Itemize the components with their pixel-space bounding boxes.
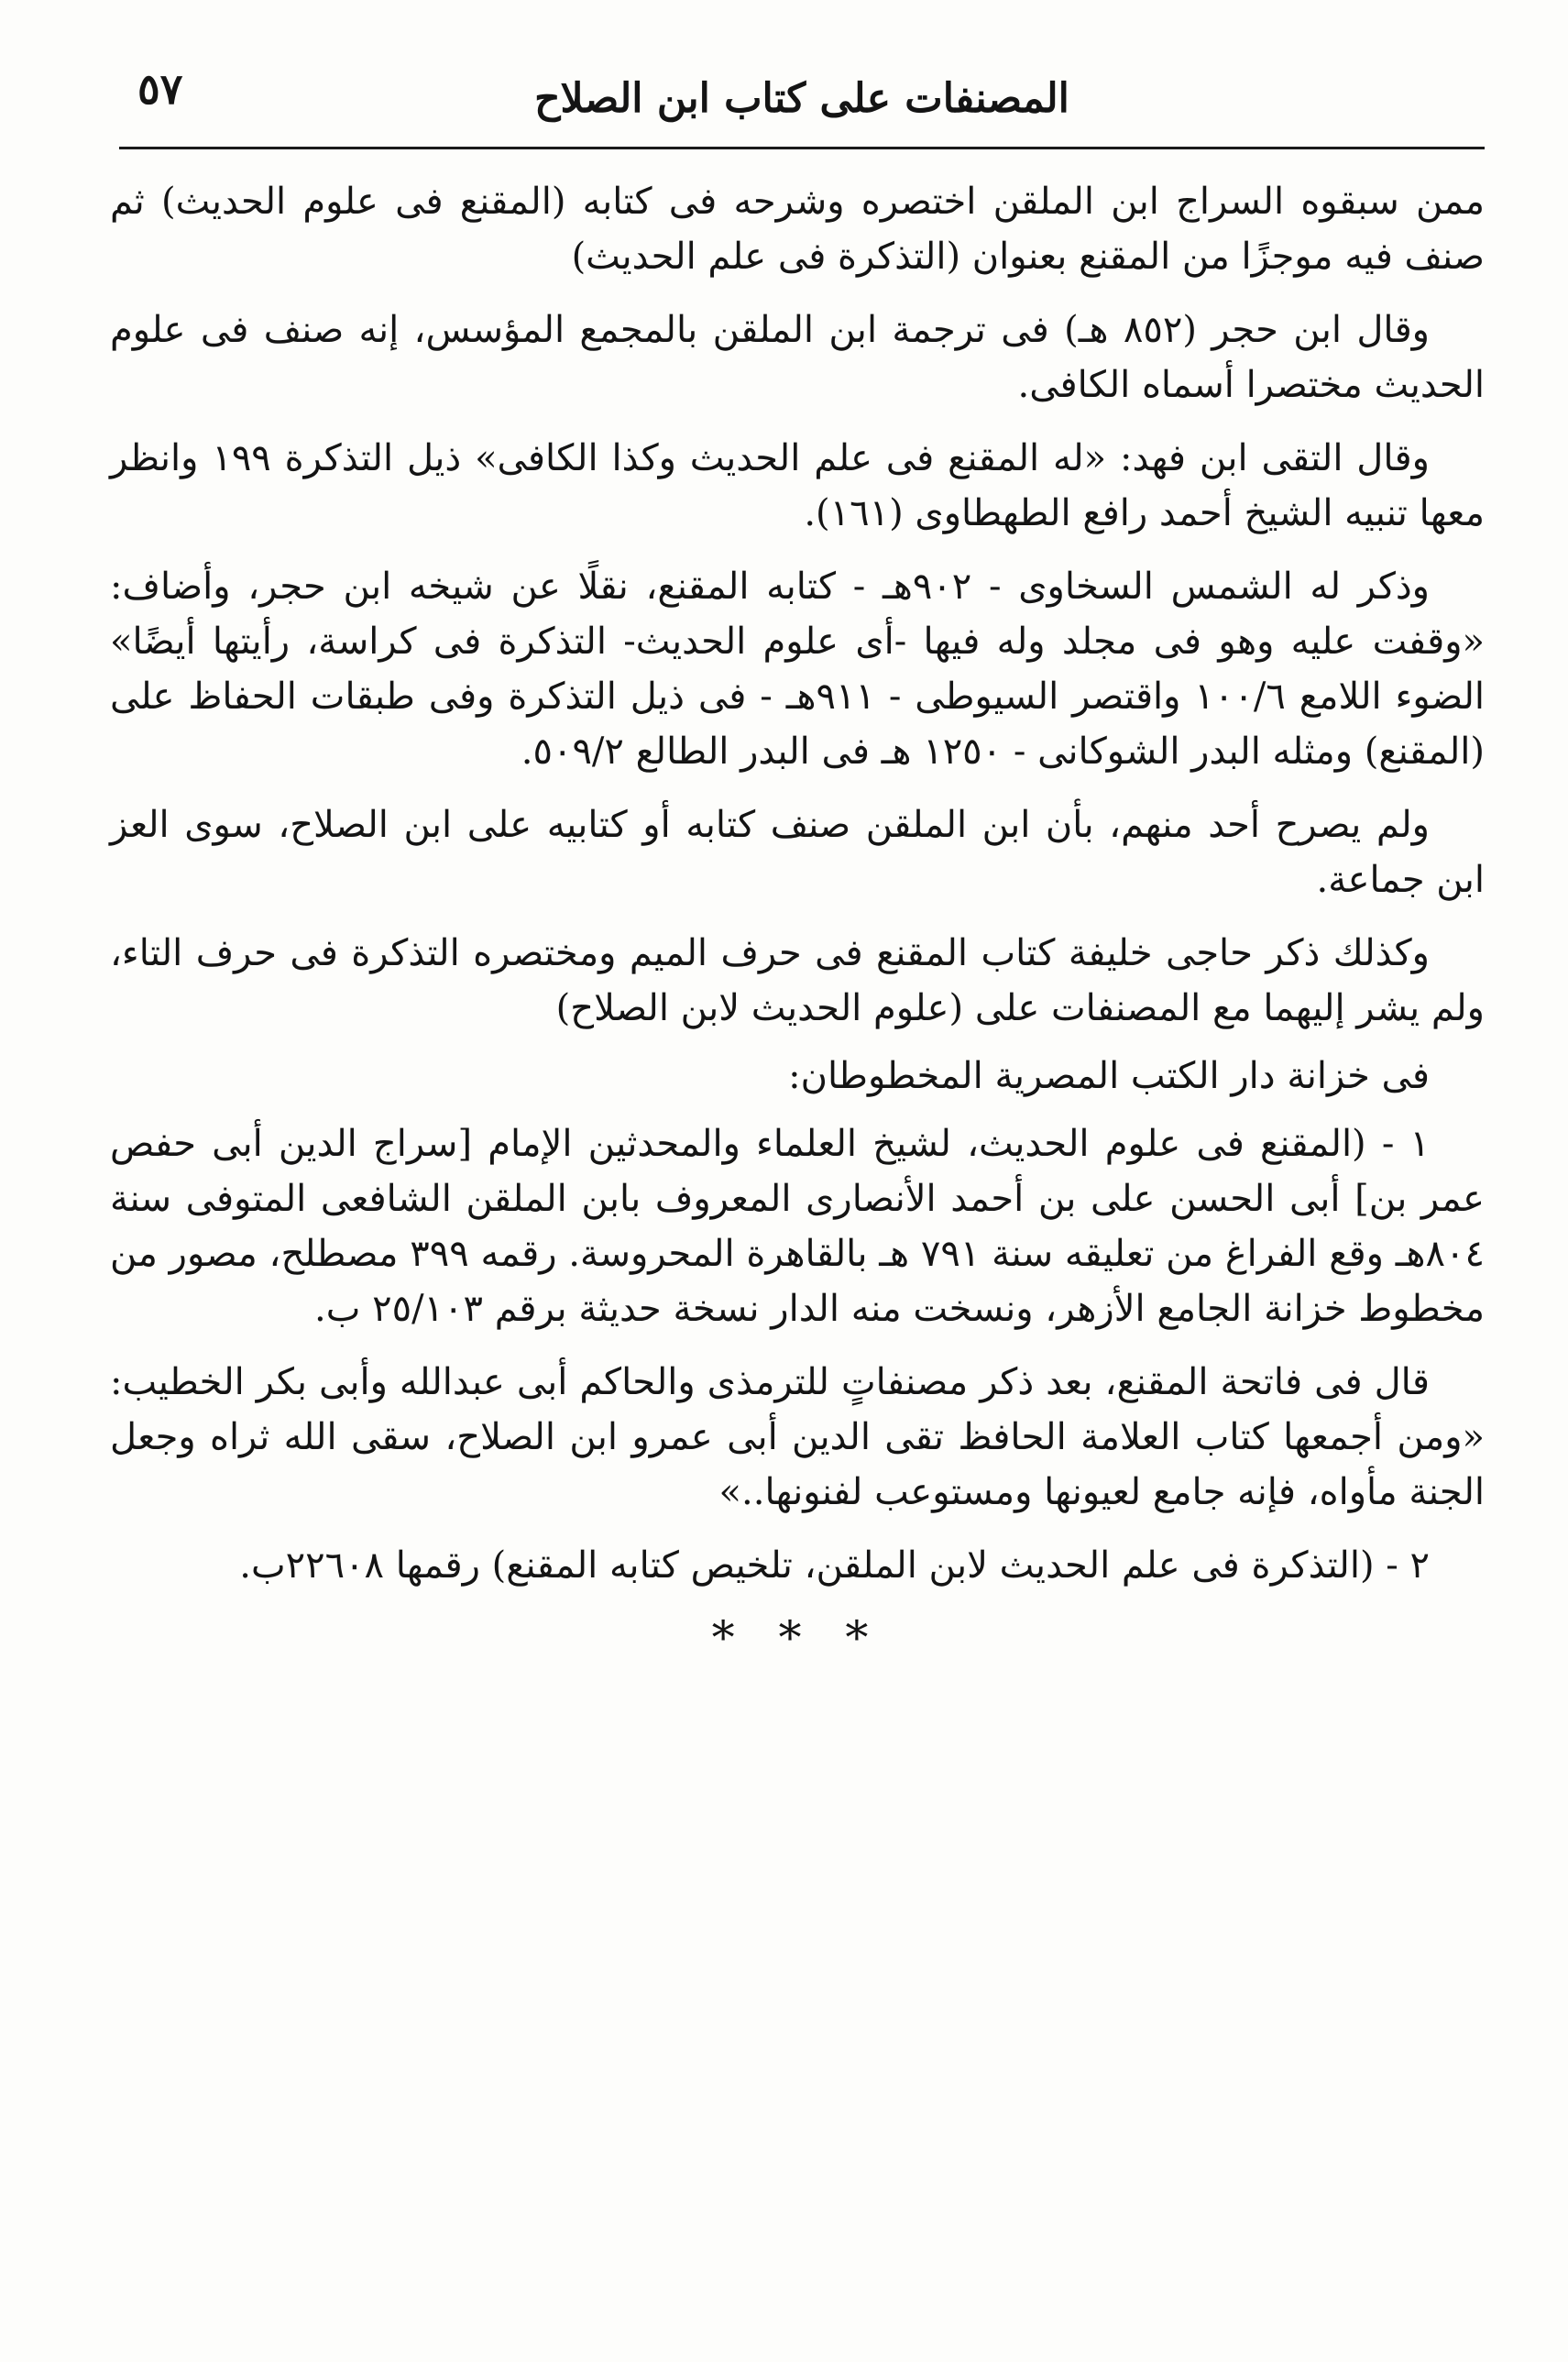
manuscript-entry-2: ٢ - (التذكرة فى علم الحديث لابن الملقن، تلخيص كتابه المقنع) رقمها ٢٢٦٠٨ب.	[239, 1544, 1430, 1587]
paragraph-6: وكذلك ذكر حاجى خليفة كتاب المقنع فى حرف الميم ومختصره التذكرة فى حرف التاء، ولم يشر إليهما مع المصنفات على (علوم الحديث لابن الصلاح)	[110, 932, 1485, 1029]
page-number: ٥٧	[137, 64, 183, 114]
manuscript-entry-1: ١ - (المقنع فى علوم الحديث، لشيخ العلماء والمحدثين الإمام [سراج الدين أبى حفص عمر بن] أبى الحسن على بن أحمد الأنصارى المعروف بابن الملقن الشافعى المتوفى سنة ٨٠٤هـ وقع الفراغ من تعليقه سنة ٧٩١ هـ بالقاهرة المحروسة. رقمه ٣٩٩ مصطلح، مصور من مخطوط خزانة الجامع الأزهر، ونسخت منه الدار نسخة حديثة برقم ٢٥/١٠٣ ب.	[110, 1123, 1485, 1330]
section-separator: * * *	[711, 1611, 883, 1664]
header-rule	[119, 147, 1485, 149]
page-header	[119, 55, 1485, 147]
paragraph-7: فى خزانة دار الكتب المصرية المخطوطان:	[788, 1055, 1430, 1097]
paragraph-2: وقال ابن حجر (٨٥٢ هـ) فى ترجمة ابن الملقن بالمجمع المؤسس، إنه صنف فى علوم الحديث مختصرا أسماه الكافى.	[110, 309, 1485, 406]
running-title: المصنفات على كتاب ابن الصلاح	[534, 75, 1069, 122]
paragraph-5: ولم يصرح أحد منهم، بأن ابن الملقن صنف كتابه أو كتابيه على ابن الصلاح، سوى العز ابن جماعة.	[110, 804, 1485, 901]
body-text	[110, 174, 1485, 1664]
paragraph-3: وقال التقى ابن فهد: «له المقنع فى علم الحديث وكذا الكافى» ذيل التذكرة ١٩٩ وانظر معها تنبيه الشيخ أحمد رافع الطهطاوى (١٦١).	[110, 437, 1485, 534]
paragraph-1: ممن سبقوه السراج ابن الملقن اختصره وشرحه فى كتابه (المقنع فى علوم الحديث) ثم صنف فيه موجزًا من المقنع بعنوان (التذكرة فى علم الحديث)	[110, 181, 1485, 278]
paragraph-quote: قال فى فاتحة المقنع، بعد ذكر مصنفاتٍ للترمذى والحاكم أبى عبدالله وأبى بكر الخطيب: «ومن أجمعها كتاب العلامة الحافظ تقى الدين أبى عمرو ابن الصلاح، سقى الله ثراه وجعل الجنة مأواه، فإنه جامع لعيونها ومستوعب لفنونها..»	[110, 1361, 1485, 1513]
paragraph-4: وذكر له الشمس السخاوى - ٩٠٢هـ - كتابه المقنع، نقلًا عن شيخه ابن حجر، وأضاف: «وقفت عليه وهو فى مجلد وله فيها -أى علوم الحديث- التذكرة فى كراسة، رأيتها أيضًا» الضوء اللامع ١٠٠/٦ واقتصر السيوطى - ٩١١هـ - فى ذيل التذكرة وفى طبقات الحفاظ على (المقنع) ومثله البدر الشوكانى - ١٢٥٠ هـ فى البدر الطالع ٥٠٩/٢.	[110, 566, 1485, 773]
